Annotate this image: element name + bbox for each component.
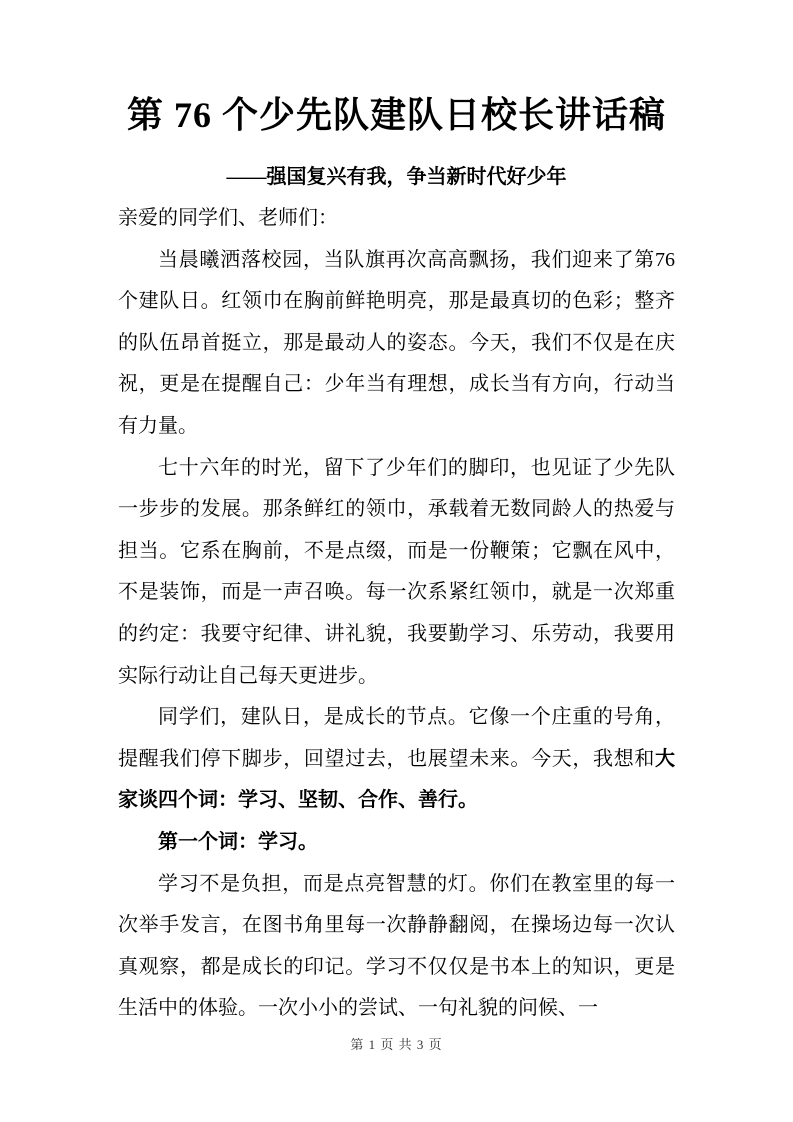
section-heading-first-word — [118, 822, 675, 864]
paragraph-3-bold-text: 大家谈四个词：学习、坚韧、合作、善行。 — [118, 747, 675, 812]
paragraph-1-text: 当晨曦洒落校园，当队旗再次高高飘扬，我们迎来了第76 个建队日。红领巾在胸前鲜艳明亮，那是最真切的色彩；整齐的队伍昂首挺立，那是最动人的姿态。今天，我们不仅是在庆祝，更是在提醒自己：少年当有理想，成长当有方向，行动当有力量。 — [118, 248, 675, 437]
paragraph-3 — [118, 697, 675, 822]
document-title: 第 76 个少先队建队日校长讲话稿 — [126, 95, 666, 135]
paragraph-3-text: 同学们，建队日，是成长的节点。它像一个庄重的号角，提醒我们停下脚步，回望过去，也展望未来。今天，我想和 — [118, 706, 675, 770]
section-heading-text: 第一个词：学习。 — [158, 830, 318, 853]
document-subtitle: ——强国复兴有我，争当新时代好少年 — [226, 166, 567, 188]
document-body — [118, 198, 675, 1030]
page-footer: 第 1 页 共 3 页 — [350, 1037, 443, 1052]
salutation-line: 亲爱的同学们、老师们： — [118, 207, 338, 229]
paragraph-1 — [118, 240, 675, 448]
paragraph-2 — [118, 448, 675, 698]
paragraph-5-text: 学习不是负担，而是点亮智慧的灯。你们在教室里的每一次举手发言，在图书角里每一次静静翻阅，在操场边每一次认真观察，都是成长的印记。学习不仅仅是书本上的知识，更是生活中的体验。一次小小的尝试、一句礼貌的问候、一 — [118, 872, 675, 1020]
paragraph-5 — [118, 864, 675, 1030]
paragraph-2-text: 七十六年的时光，留下了少年们的脚印，也见证了少先队一步步的发展。那条鲜红的领巾，承载着无数同龄人的热爱与担当。它系在胸前，不是点缀，而是一份鞭策；它飘在风中，不是装饰，而是一声召唤。每一次系紧红领巾，就是一次郑重的约定：我要守纪律、讲礼貌，我要勤学习、乐劳动，我要用实际行动让自己每天更进步。 — [118, 456, 675, 687]
